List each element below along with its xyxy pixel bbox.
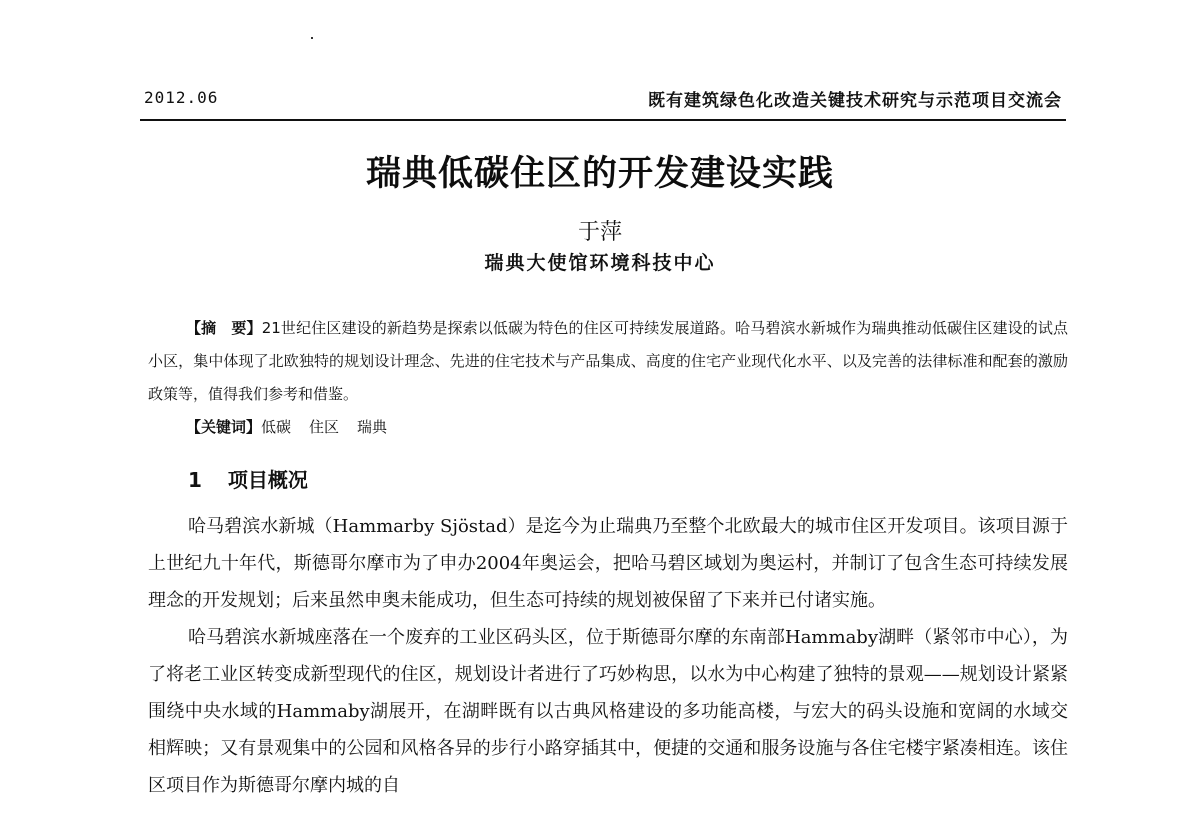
paper-title: 瑞典低碳住区的开发建设实践 [365, 154, 834, 194]
section-body [148, 508, 1068, 804]
keyword-item: 低碳 [261, 418, 292, 436]
header-date: 2012.06 [144, 88, 219, 107]
body-paragraph: 哈马碧滨水新城（Hammarby Sjöstad）是迄今为止瑞典乃至整个北欧最大的城市住区开发项目。该项目源于上世纪九十年代，斯德哥尔摩市为了申办2004年奥运会，把哈马碧区域划为奥运村，并制订了包含生态可持续发展理念的开发规划；后来虽然申奥未能成功，但生态可持续的规划被保留了下来并已付诸实施。 [148, 516, 1068, 611]
header-rule [140, 119, 1066, 121]
author-affiliation: 瑞典大使馆环境科技中心 [484, 252, 716, 274]
body-paragraph: 哈马碧滨水新城座落在一个废弃的工业区码头区，位于斯德哥尔摩的东南部Hammaby湖畔（紧邻市中心），为了将老工业区转变成新型现代的住区，规划设计者进行了巧妙构思，以水为中心构建了独特的景观——规划设计紧紧围绕中央水域的Hammaby湖展开，在湖畔既有以古典风格建设的多功能高楼，与宏大的码头设施和宽阔的水域交相辉映；又有景观集中的公园和风格各异的步行小路穿插其中，便捷的交通和服务设施与各住宅楼宇紧凑相连。该住区项目作为斯德哥尔摩内城的自 [148, 627, 1068, 796]
abstract-text: 21世纪住区建设的新趋势是探索以低碳为特色的住区可持续发展道路。哈马碧滨水新城作为瑞典推动低碳住区建设的试点小区，集中体现了北欧独特的规划设计理念、先进的住宅技术与产品集成、高度的住宅产业现代化水平、以及完善的法律标准和配套的激励政策等，值得我们参考和借鉴。 [148, 319, 1068, 403]
keyword-item: 瑞典 [357, 418, 388, 436]
abstract [148, 312, 1068, 411]
keywords [186, 411, 405, 444]
header-conference-title: 既有建筑绿色化改造关键技术研究与示范项目交流会 [648, 91, 1062, 111]
section-heading [188, 464, 308, 493]
abstract-label: 【摘 要】 [186, 319, 262, 337]
keyword-item: 住区 [309, 418, 340, 436]
scan-speck [311, 37, 313, 39]
author-name: 于萍 [577, 220, 622, 245]
section-title: 项目概况 [227, 468, 308, 492]
section-number: 1 [188, 468, 202, 492]
keywords-label: 【关键词】 [186, 418, 262, 436]
running-header [140, 80, 1066, 114]
